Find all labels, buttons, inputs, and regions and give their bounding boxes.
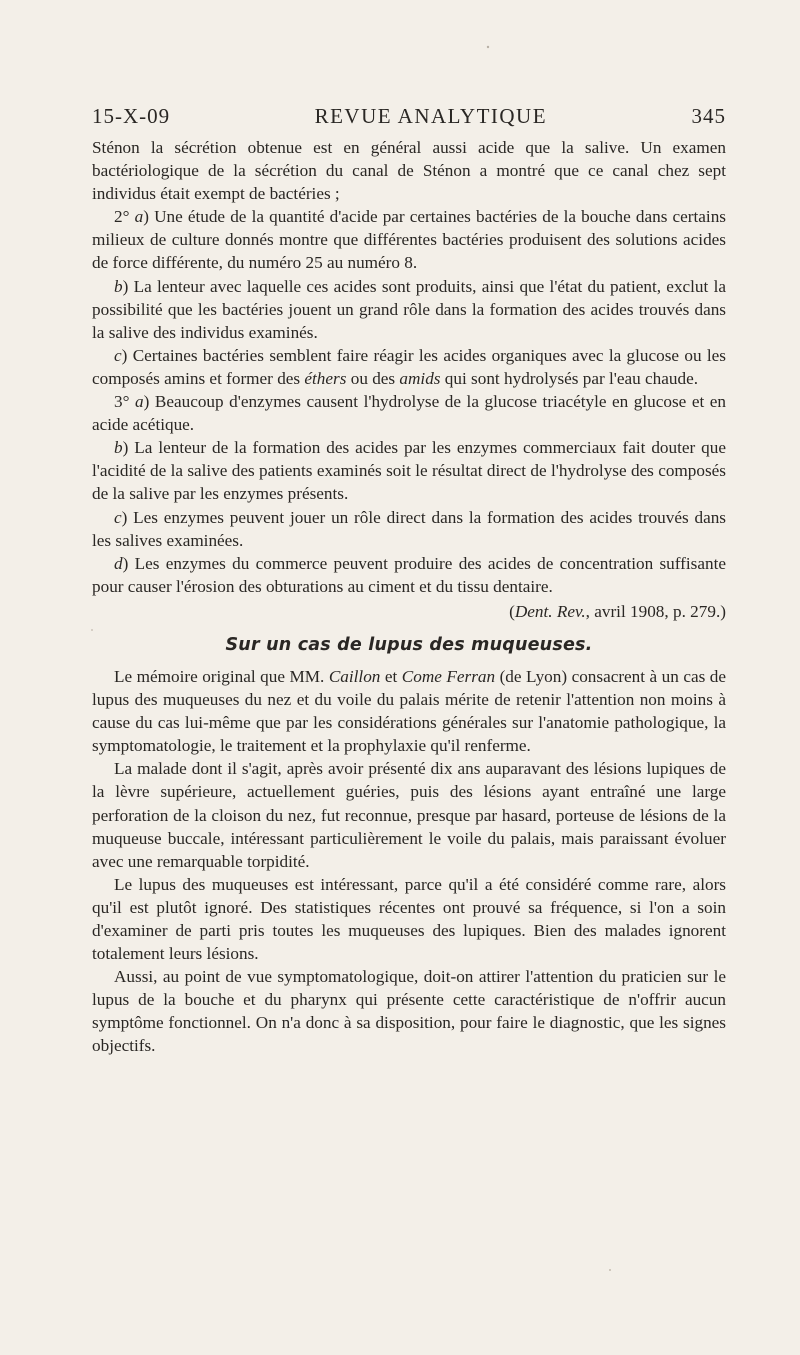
- paragraph-lupus-intro: [92, 665, 726, 757]
- paper-speck: [609, 1269, 611, 1271]
- item-text: ) La lenteur avec laquelle ces acides sont produits, ainsi que l'état du patient, exclut la possibilité que les bactéries jouent un grand rôle dans la formation des acides trouvés dans la salive des individus examinés.: [92, 276, 726, 342]
- item-text: ) Beaucoup d'enzymes causent l'hydrolyse de la glucose triacétyle en glucose et en acide acétique.: [92, 392, 726, 435]
- item-letter: b: [114, 438, 123, 458]
- body-text: [92, 136, 726, 1058]
- page-number: 345: [691, 104, 726, 128]
- paragraph-case: La malade dont il s'agit, après avoir présenté dix ans auparavant des lésions lupiques de la lèvre supérieure, actuellement guéries, puis des lésions ayant entraîné une large perforation de la cloison du nez, fut reconnue, presque par hasard, porteuse de lésions de la muqueuse buccale, intéressant particulièrement le voile du palais, mais paraissant évoluer avec une remarquable torpidité.: [92, 759, 726, 871]
- item-text: ) Les enzymes peuvent jouer un rôle direct dans la formation des acides trouvés dans les salives examinées.: [92, 507, 726, 550]
- running-header: [92, 104, 726, 129]
- item-letter: b: [114, 276, 123, 296]
- page: [92, 104, 726, 1058]
- italic-term-ethers: éthers: [304, 368, 347, 388]
- author-name: Come Ferran: [401, 666, 496, 686]
- header-date: 15-X-09: [92, 104, 171, 128]
- item-letter: a: [135, 392, 144, 412]
- author-name: Caillon: [328, 666, 381, 686]
- section-title: Sur un cas de lupus des muqueuses.: [225, 634, 593, 655]
- paragraph-symptomatology: Aussi, au point de vue symptomatologique, doit-on attirer l'attention du praticien sur le lupus de la bouche et du pharynx qui présente cette caractéristique de n'offrir aucun symptôme fonctionnel. On n'a donc à sa disposition, pour faire le diagnostic, que les signes objectifs.: [92, 967, 726, 1056]
- citation-details: , avril 1908, p. 279.): [585, 601, 726, 621]
- item-letter: d: [114, 553, 123, 573]
- paragraph-3d: [92, 552, 726, 598]
- paragraph-2a: [92, 205, 726, 274]
- citation-open: (: [509, 601, 515, 621]
- paragraph-3a: [92, 390, 726, 436]
- item-text: ) Certaines bactéries semblent faire réagir les acides organiques avec la glucose ou les composés amins et former des: [92, 345, 726, 388]
- paragraph-2b: [92, 275, 726, 344]
- item-text: ) La lenteur de la formation des acides par les enzymes commerciaux fait douter que l'acidité de la salive des patients examinés soit le résultat direct de l'hydrolyse des composés de la salive par les enzymes présents.: [92, 438, 726, 504]
- paragraph-3b: [92, 436, 726, 505]
- paragraph-lupus-interest: Le lupus des muqueuses est intéressant, parce qu'il a été considéré comme rare, alors qu'il est plutôt ignoré. Des statistiques récentes ont prouvé sa fréquence, si l'on a soin d'examiner de parti pris toutes les muqueuses des lupiques. Bien des malades ignorent totalement leurs lésions.: [92, 874, 726, 964]
- paragraph-3c: [92, 506, 726, 552]
- paragraph-text: et: [380, 666, 402, 686]
- item-text: ) Une étude de la quantité d'acide par certaines bactéries de la bouche dans certains milieux de culture donnés montre que différentes bactéries produisent des solutions acides de force différente, du numéro 25 au numéro 8.: [92, 207, 726, 273]
- italic-term-amids: amids: [399, 368, 441, 388]
- paragraph-text: Le mémoire original que MM.: [114, 666, 329, 686]
- paragraph-2c: [92, 344, 726, 390]
- item-letter: c: [114, 507, 122, 527]
- item-text: qui sont hydrolysés par l'eau chaude.: [440, 368, 699, 388]
- paper-speck: [487, 46, 489, 48]
- item-text: ) Les enzymes du commerce peuvent produire des acides de concentration suffisante pour causer l'érosion des obturations au ciment et du tissu dentaire.: [92, 553, 726, 596]
- item-number: 2°: [114, 207, 135, 227]
- citation: [92, 600, 726, 623]
- item-text: ou des: [346, 368, 400, 388]
- paragraph-text: (de Lyon) consacrent à un cas de lupus des muqueuses du nez et du voile du palais mérite de retenir l'attention non moins à cause du cas lui-même que par les considérations générales sur l'anatomie pathologique, la symptomatologie, le traitement et la prophylaxie qu'il renferme.: [92, 666, 727, 756]
- item-letter: a: [134, 207, 144, 227]
- item-number: 3°: [114, 392, 136, 412]
- header-journal-title: REVUE ANALYTIQUE: [314, 104, 548, 128]
- citation-source: Dent. Rev.: [514, 601, 586, 621]
- item-letter: c: [114, 345, 122, 365]
- paragraph-continuation: Sténon la sécrétion obtenue est en général aussi acide que la salive. Un examen bactériologique de la sécrétion du canal de Sténon a montré que ce canal chez sept individus était exempt de bactéries ;: [92, 138, 726, 204]
